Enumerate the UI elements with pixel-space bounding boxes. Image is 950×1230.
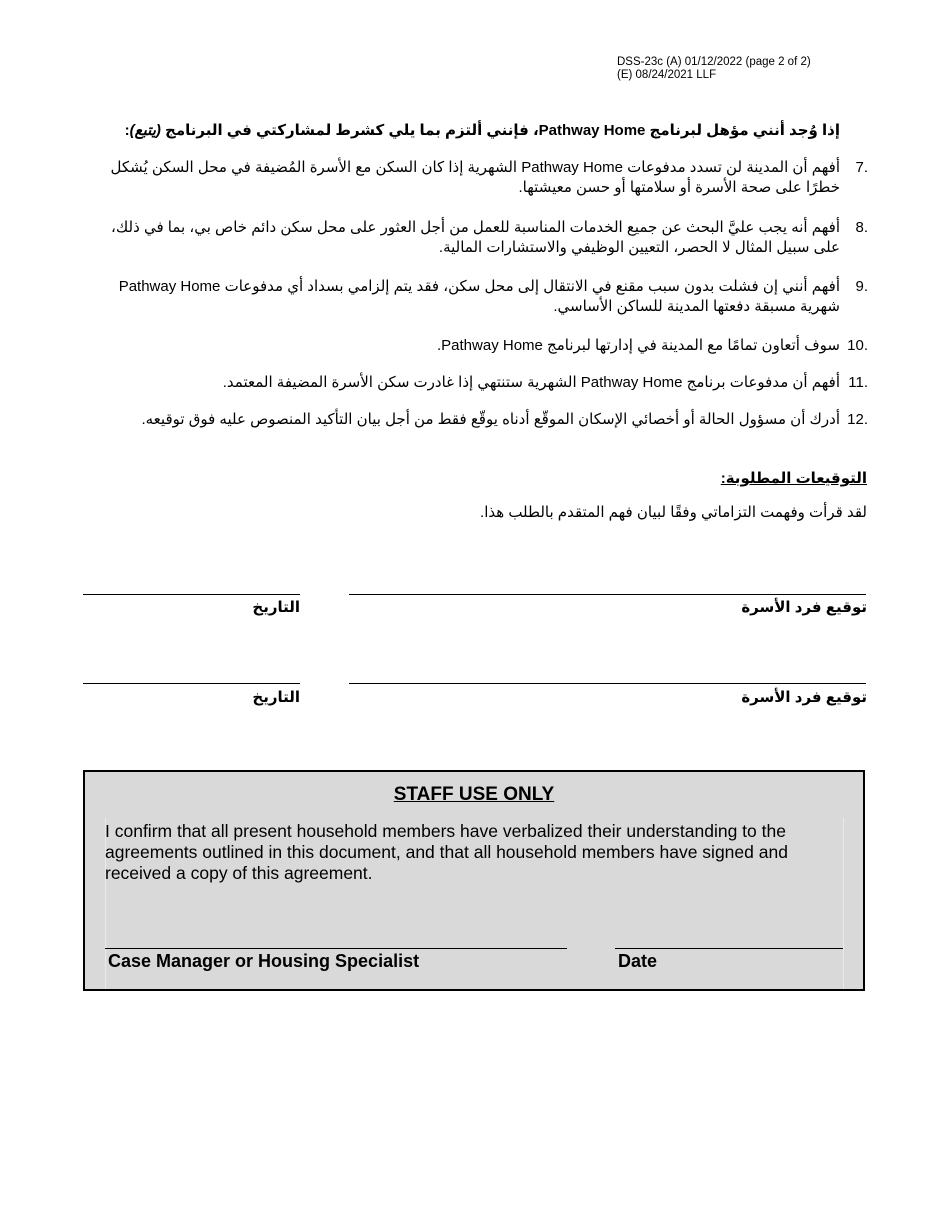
staff-date-label: Date <box>618 951 658 971</box>
list-item-10 <box>437 336 868 356</box>
item-line: أفهم أن المدينة لن تسدد مدفوعات Pathway Home الشهرية إذا كان السكن مع الأسرة المُضيفة في محل السكن يُشكل <box>110 159 840 176</box>
item-number: 8. <box>855 219 868 236</box>
case-manager-label: Case Manager or Housing Specialist <box>108 951 420 971</box>
commitments-heading <box>125 121 840 139</box>
heading-continued: (يتبع) <box>129 122 161 139</box>
date-line-1[interactable] <box>83 594 300 595</box>
item-line: سوف أتعاون تمامًا مع المدينة في إدارتها لبرنامج Pathway Home. <box>437 337 840 354</box>
case-manager-signature-line[interactable] <box>105 948 567 949</box>
date-label: التاريخ <box>252 599 300 616</box>
item-line: أفهم أنني إن فشلت بدون سبب مقنع في الانتقال إلى محل سكن، فقد يتم إلزامي بسداد أي مدفوعات Pathway Home <box>118 278 840 295</box>
household-signature-label: توقيع فرد الأسرة <box>741 689 867 706</box>
list-item-12 <box>141 410 868 430</box>
item-number: 11. <box>848 374 868 391</box>
item-line: أفهم أن مدفوعات برنامج Pathway Home الشهرية ستنتهي إذا غادرت سكن الأسرة المضيفة المعتمد. <box>222 374 840 391</box>
item-line: أفهم أنه يجب عليَّ البحث عن جميع الخدمات المناسبة للعمل من أجل العثور على محل سكن دائم خاص بي، بما في ذلك، <box>111 219 840 236</box>
staff-use-only-box <box>83 770 865 991</box>
field-divider <box>843 818 844 989</box>
staff-use-only-title: STAFF USE ONLY <box>393 784 555 805</box>
heading-post: ، فإنني ألتزم بما يلي كشرط لمشاركتي في البرنامج <box>165 122 539 139</box>
item-line: خطرًا على صحة الأسرة أو سلامتها أو حسن معيشتها. <box>518 179 840 196</box>
list-item-8 <box>111 218 868 258</box>
signatures-statement: لقد قرأت وفهمت التزاماتي وفقًا لبيان فهم المتقدم بالطلب هذا. <box>480 504 867 521</box>
staff-confirmation-text: I confirm that all present household members have verbalized their understanding to the agreements outlined in this document, and that all household members have signed and received a copy of this agreement. <box>105 821 788 883</box>
form-number-header <box>617 56 811 82</box>
date-line-2[interactable] <box>83 683 300 684</box>
heading-pre: إذا وُجد أنني مؤهل لبرنامج <box>649 122 840 139</box>
staff-date-line[interactable] <box>615 948 843 949</box>
item-number: 10. <box>847 337 868 354</box>
household-signature-line-2[interactable] <box>349 683 866 684</box>
list-item-7 <box>110 158 868 198</box>
item-number: 12. <box>847 411 868 428</box>
heading-colon: : <box>124 122 130 139</box>
required-signatures-title: التوقيعات المطلوبة: <box>720 470 867 487</box>
item-line: شهرية مسبقة دفعتها المدينة للساكن الأساسي. <box>553 298 840 315</box>
form-id-line: DSS-23c (A) 01/12/2022 (page 2 of 2) <box>617 56 811 68</box>
list-item-11 <box>222 373 868 393</box>
item-number: 9. <box>855 278 868 295</box>
form-revision-line: (E) 08/24/2021 LLF <box>617 69 717 81</box>
item-number: 7. <box>855 159 868 176</box>
item-line: على سبيل المثال لا الحصر، التعيين الوظيفي والاستشارات المالية. <box>438 239 840 256</box>
household-signature-label: توقيع فرد الأسرة <box>741 599 867 616</box>
heading-program: Pathway Home <box>538 122 646 139</box>
date-label: التاريخ <box>252 689 300 706</box>
household-signature-line-1[interactable] <box>349 594 866 595</box>
list-item-9 <box>118 277 868 317</box>
item-line: أدرك أن مسؤول الحالة أو أخصائي الإسكان الموقّع أدناه يوقّع فقط من أجل بيان التأكيد المنصوص عليه فوق توقيعه. <box>141 411 840 428</box>
